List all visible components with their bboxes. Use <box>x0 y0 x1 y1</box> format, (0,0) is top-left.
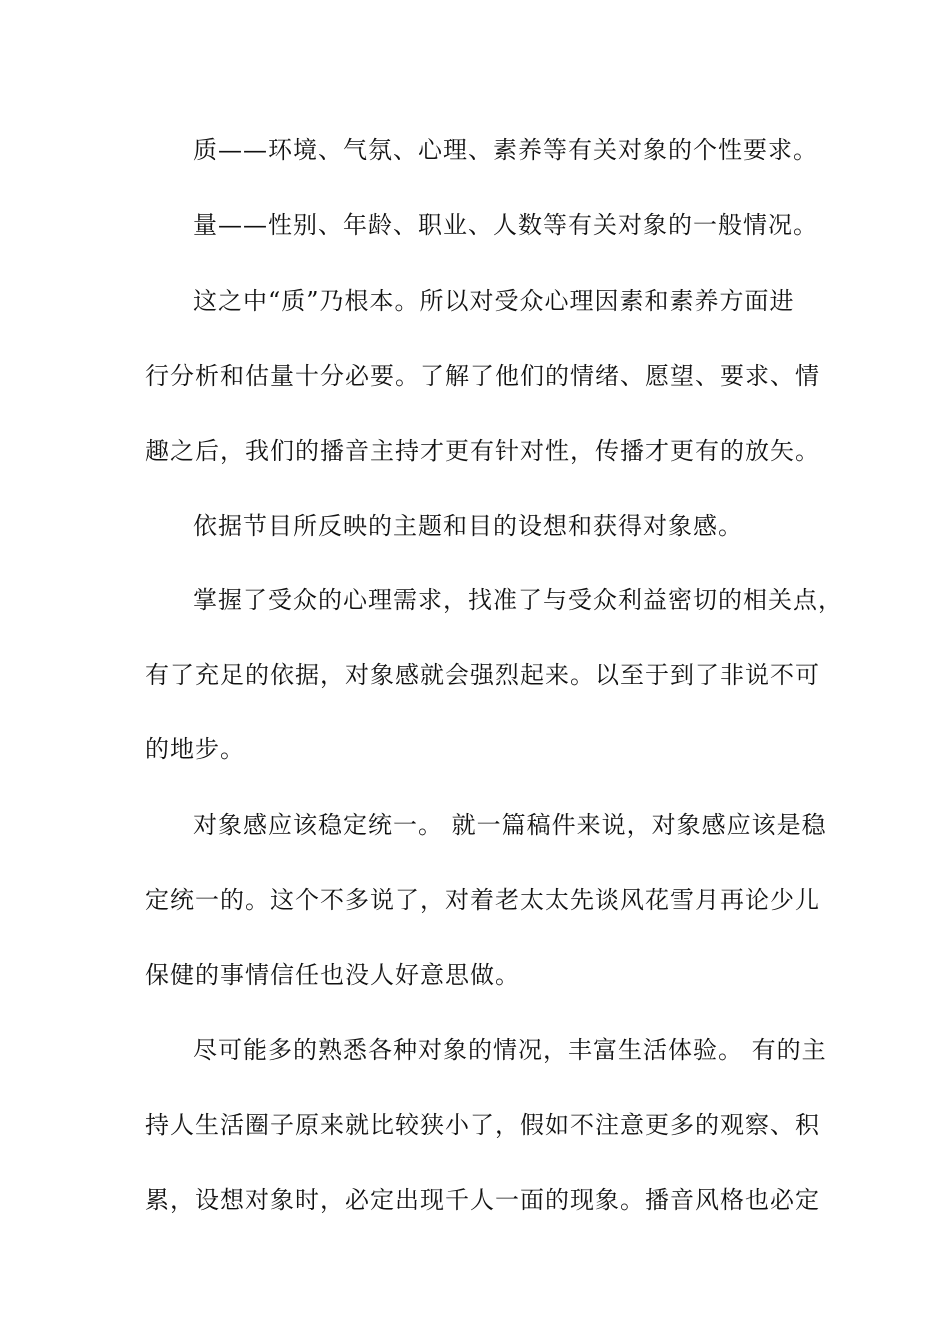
text-line: 持人生活圈子原来就比较狭小了，假如不注意更多的观察、积 <box>145 1111 820 1139</box>
text-line: 趣之后，我们的播音主持才更有针对性，传播才更有的放矢。 <box>145 437 820 465</box>
text-line: 对象感应该稳定统一。 就一篇稿件来说，对象感应该是稳 <box>193 811 827 839</box>
text-line: 量——性别、年龄、职业、人数等有关对象的一般情况。 <box>193 211 818 239</box>
text-line: 保健的事情信任也没人好意思做。 <box>145 961 520 989</box>
text-line: 行分析和估量十分必要。了解了他们的情绪、愿望、要求、情 <box>145 362 820 390</box>
text-line: 这之中“质”乃根本。所以对受众心理因素和素养方面进 <box>193 287 795 315</box>
text-line: 尽可能多的熟悉各种对象的情况，丰富生活体验。 有的主 <box>193 1036 827 1064</box>
text-line: 累，设想对象时，必定出现千人一面的现象。播音风格也必定 <box>145 1186 820 1214</box>
text-line: 有了充足的依据，对象感就会强烈起来。以至于到了非说不可 <box>145 661 820 689</box>
text-line: 掌握了受众的心理需求，找准了与受众利益密切的相关点， <box>193 586 843 614</box>
text-line: 定统一的。这个不多说了，对着老太太先谈风花雪月再论少儿 <box>145 886 820 914</box>
text-line: 质——环境、气氛、心理、素养等有关对象的个性要求。 <box>193 136 818 164</box>
text-line: 依据节目所反映的主题和目的设想和获得对象感。 <box>193 512 743 540</box>
text-line: 的地步。 <box>145 735 245 763</box>
